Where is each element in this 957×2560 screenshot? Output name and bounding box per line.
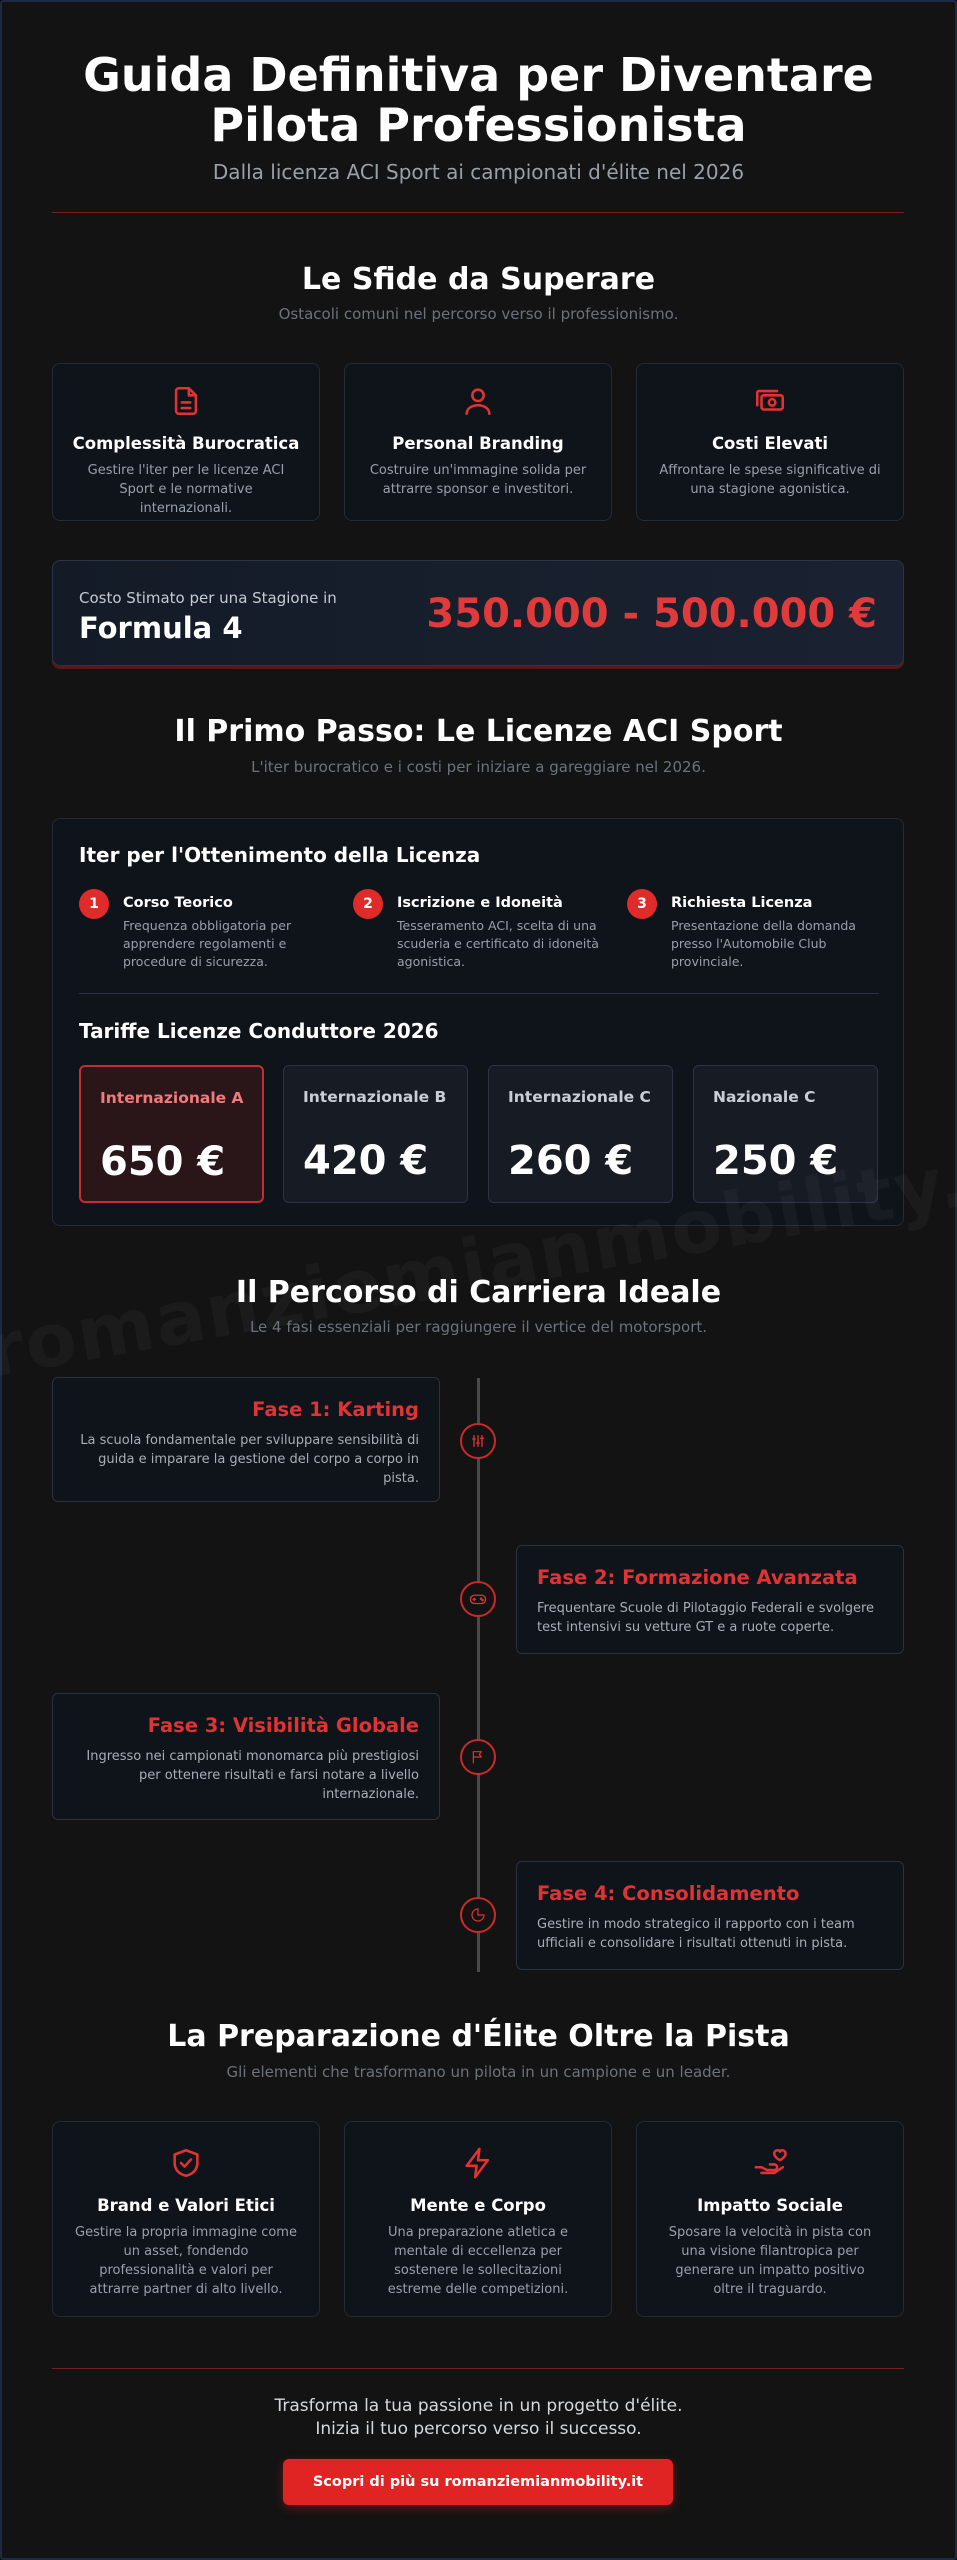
licenses-subtitle: L'iter burocratico e i costi per iniziare a gareggiare nel 2026. (251, 758, 706, 776)
fee-value: 420 € (303, 1138, 429, 1184)
season-cost-label: Costo Stimato per una Stagione in (79, 589, 337, 607)
footer-line1: Trasforma la tua passione in un progetto d'élite. (274, 2396, 683, 2416)
page-title (0, 50, 957, 150)
license-fee-card-int-b (283, 1065, 468, 1203)
timeline-node-2 (460, 1581, 496, 1617)
fee-label: Internazionale A (100, 1089, 244, 1107)
timeline-node-4 (460, 1897, 496, 1933)
challenge-card-text: Costruire un'immagine solida per attrarre sponsor e investitori. (369, 463, 587, 497)
timeline-node-1 (460, 1423, 496, 1459)
step-number: 2 (353, 889, 383, 919)
step-number: 3 (627, 889, 657, 919)
header-divider (52, 212, 904, 213)
step-text: Presentazione della domanda presso l'Automobile Club provinciale. (671, 918, 856, 969)
step-text: Frequenza obbligatoria per apprendere regolamenti e procedure di sicurezza. (123, 918, 292, 969)
shield-check-icon (169, 2146, 203, 2180)
challenge-card-title: Complessità Burocratica (72, 434, 300, 453)
career-phase-3 (52, 1693, 440, 1820)
footer-divider (52, 2368, 904, 2369)
license-divider (79, 993, 879, 994)
fee-label: Internazionale B (303, 1088, 447, 1106)
challenge-card-text: Affrontare le spese significative di una stagione agonistica. (659, 463, 881, 497)
fee-value: 650 € (100, 1139, 226, 1185)
career-phase-1 (52, 1377, 440, 1502)
elite-card-text: Sposare la velocità in pista con una visione filantropica per generare un impatto positivo oltre il traguardo. (668, 2225, 872, 2297)
elite-card-title: Impatto Sociale (697, 2196, 843, 2215)
licenses-card (52, 818, 904, 1226)
challenges-subtitle: Ostacoli comuni nel percorso verso il professionismo. (278, 305, 679, 323)
money-icon (753, 384, 787, 418)
phase-title: Fase 3: Visibilità Globale (147, 1714, 419, 1737)
challenge-card-branding (344, 363, 612, 521)
fee-label: Internazionale C (508, 1088, 651, 1106)
step-title: Richiesta Licenza (671, 895, 813, 911)
flag-icon (470, 1749, 486, 1765)
elite-card-text: Gestire la propria immagine come un asset, fondendo professionalità e valori per attrarre partner di alto livello. (75, 2225, 297, 2297)
career-phase-2 (516, 1545, 904, 1654)
elite-title: La Preparazione d'Élite Oltre la Pista (167, 2019, 790, 2054)
licenses-title: Il Primo Passo: Le Licenze ACI Sport (174, 714, 783, 749)
license-fees-title: Tariffe Licenze Conduttore 2026 (79, 1019, 439, 1043)
elite-card-mind-body (344, 2121, 612, 2317)
hand-heart-icon (753, 2146, 787, 2180)
fee-label: Nazionale C (713, 1088, 816, 1106)
step-title: Corso Teorico (123, 895, 233, 911)
user-icon (461, 384, 495, 418)
license-fee-card-int-a (79, 1065, 264, 1203)
challenge-card-title: Costi Elevati (711, 434, 829, 453)
season-cost-category: Formula 4 (79, 611, 243, 645)
step-title: Iscrizione e Idoneità (397, 895, 563, 911)
phase-text: Gestire in modo strategico il rapporto con i team ufficiali e consolidare i risultati ottenuti in pista. (537, 1917, 855, 1951)
season-cost-banner (52, 560, 904, 666)
elite-card-title: Brand e Valori Etici (97, 2196, 275, 2215)
season-cost-value: 350.000 - 500.000 € (426, 591, 877, 637)
footer-line2: Inizia il tuo percorso verso il successo. (315, 2419, 642, 2439)
fee-value: 250 € (713, 1138, 839, 1184)
challenge-card-costs (636, 363, 904, 521)
elite-card-text: Una preparazione atletica e mentale di eccellenza per sostenere le sollecitazioni estreme delle competizioni. (387, 2225, 569, 2297)
gamepad-icon (469, 1590, 487, 1608)
page-title-line2: Pilota Professionista (210, 98, 747, 152)
sliders-icon (470, 1433, 486, 1449)
phase-text: Frequentare Scuole di Pilotaggio Federali e svolgere test intensivi su vetture GT e a ruote coperte. (537, 1601, 875, 1635)
challenge-card-text: Gestire l'iter per le licenze ACI Sport e le normative internazionali. (87, 463, 285, 516)
license-process-title: Iter per l'Ottenimento della Licenza (79, 843, 481, 867)
license-fee-card-int-c (488, 1065, 673, 1203)
elite-subtitle: Gli elementi che trasformano un pilota in un campione e un leader. (226, 2063, 731, 2081)
elite-card-title: Mente e Corpo (410, 2196, 546, 2215)
career-title: Il Percorso di Carriera Ideale (235, 1275, 722, 1310)
page-subtitle: Dalla licenza ACI Sport ai campionati d'élite nel 2026 (212, 160, 745, 184)
page-title-line1: Guida Definitiva per Diventare (83, 48, 874, 102)
timeline-node-3 (460, 1739, 496, 1775)
career-phase-4 (516, 1861, 904, 1970)
cta-button[interactable]: Scopri di più su romanziemianmobility.it (283, 2459, 673, 2505)
phase-title: Fase 1: Karting (252, 1398, 419, 1421)
fee-value: 260 € (508, 1138, 634, 1184)
phase-text: Ingresso nei campionati monomarca più prestigiosi per ottenere risultati e farsi notare a livello internazionale. (86, 1749, 419, 1802)
elite-card-social (636, 2121, 904, 2317)
lightning-icon (461, 2146, 495, 2180)
phase-title: Fase 4: Consolidamento (537, 1882, 800, 1905)
phase-text: La scuola fondamentale per sviluppare sensibilità di guida e imparare la gestione del corpo a corpo in pista. (80, 1433, 419, 1486)
challenge-card-title: Personal Branding (392, 434, 564, 453)
step-text: Tesseramento ACI, scelta di una scuderia e certificato di idoneità agonistica. (397, 918, 599, 969)
phase-title: Fase 2: Formazione Avanzata (537, 1566, 858, 1589)
footer-message (0, 2395, 957, 2441)
career-subtitle: Le 4 fasi essenziali per raggiungere il vertice del motorsport. (249, 1318, 708, 1336)
challenges-title: Le Sfide da Superare (301, 262, 656, 297)
step-number: 1 (79, 889, 109, 919)
challenge-card-bureaucracy (52, 363, 320, 521)
document-icon (169, 384, 203, 418)
timeline-line (477, 1378, 480, 1972)
elite-card-brand (52, 2121, 320, 2317)
pie-chart-icon (470, 1907, 486, 1923)
